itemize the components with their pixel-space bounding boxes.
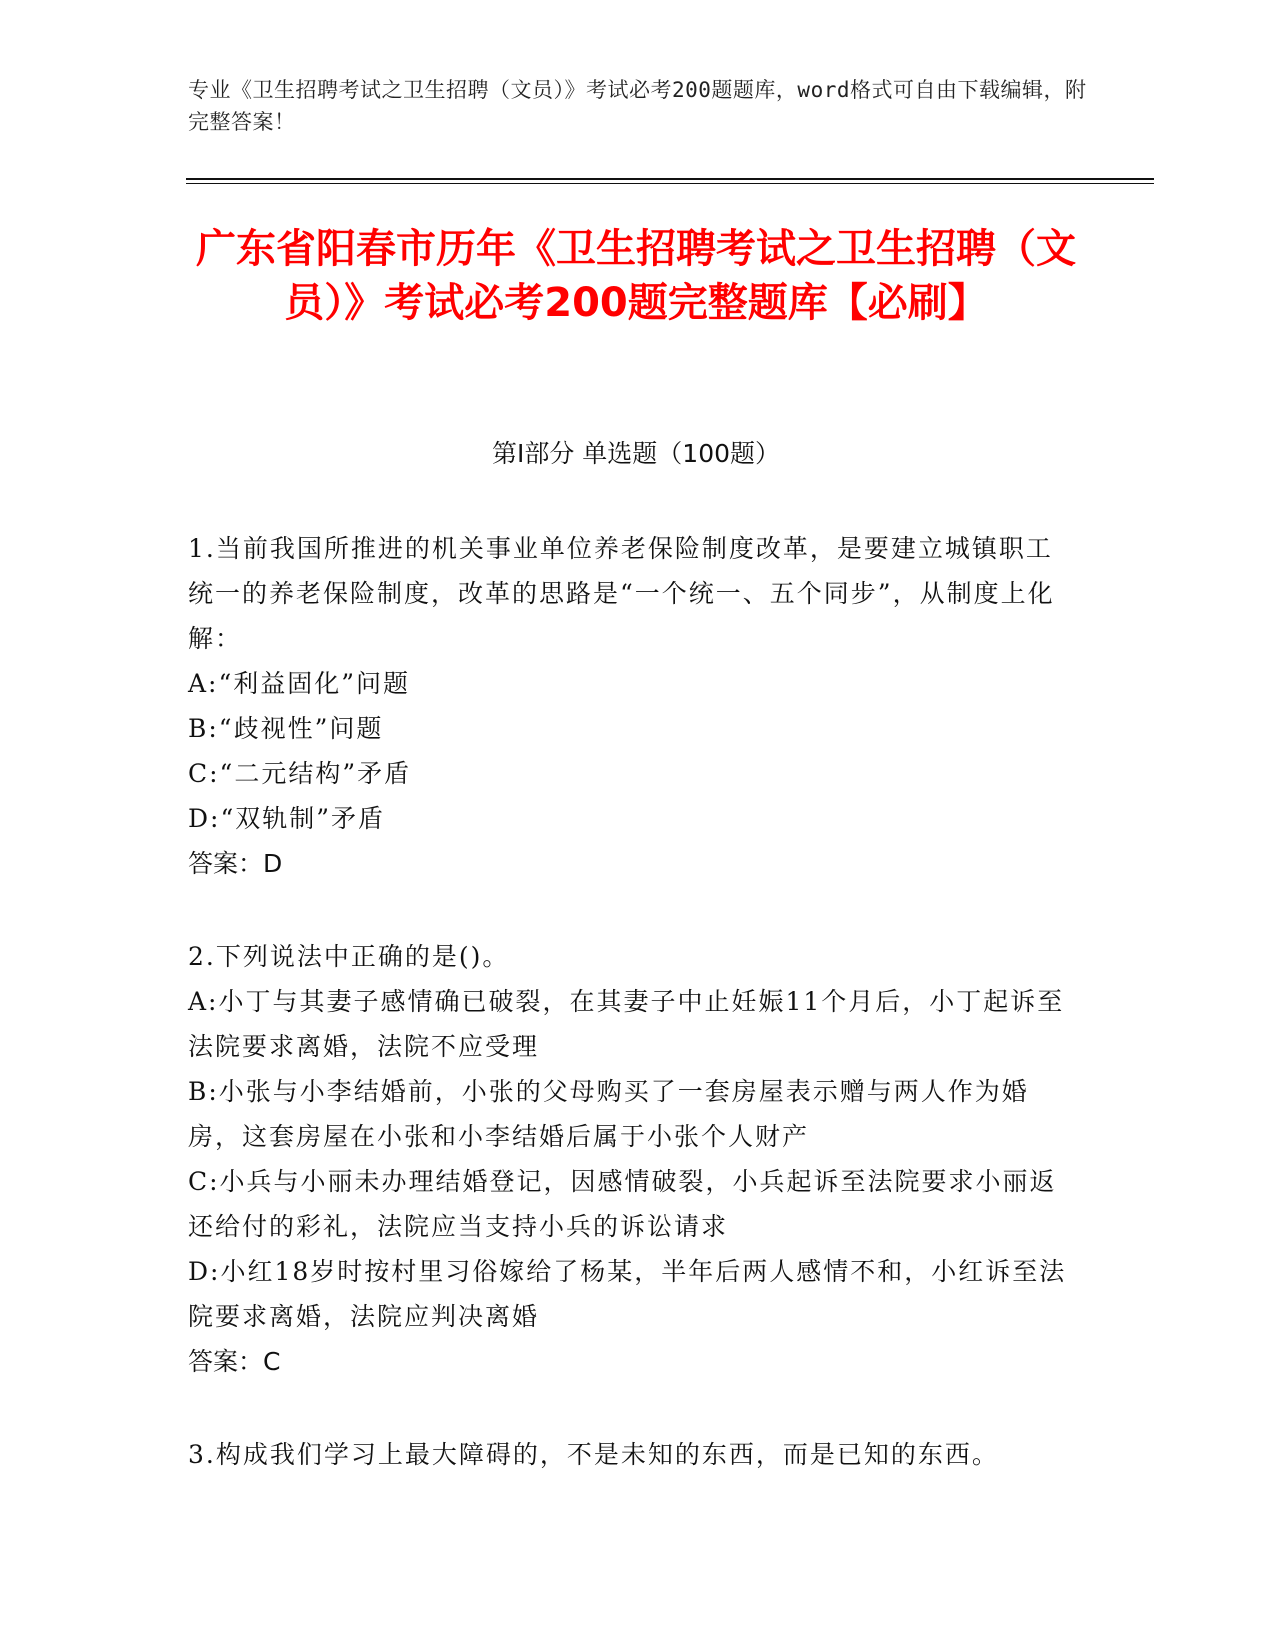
option-b: B:小张与小李结婚前，小张的父母购买了一套房屋表示赠与两人作为婚房，这套房屋在小张和小李结婚后属于小张个人财产 [188, 1077, 1029, 1151]
question-stem: 3.构成我们学习上最大障碍的，不是未知的东西，而是已知的东西。 [188, 1440, 999, 1469]
question-stem: 1.当前我国所推进的机关事业单位养老保险制度改革，是要建立城镇职工统一的养老保险制度，改革的思路是“一个统一、五个同步”，从制度上化解： [188, 534, 1055, 653]
option-d: D:“双轨制”矛盾 [188, 804, 386, 833]
header-note: 专业《卫生招聘考试之卫生招聘（文员）》考试必考200题题库，word格式可自由下载编辑，附完整答案！ [188, 78, 1087, 134]
option-c: C:小兵与小丽未办理结婚登记，因感情破裂，小兵起诉至法院要求小丽返还给付的彩礼，法院应当支持小兵的诉讼请求 [188, 1167, 1057, 1241]
header-divider-thin [186, 183, 1154, 184]
question-2 [188, 934, 1078, 1384]
document-title: 广东省阳春市历年《卫生招聘考试之卫生招聘（文员）》考试必考200题完整题库【必刷】 [196, 226, 1076, 326]
option-a: A:小丁与其妻子感情确已破裂，在其妻子中止妊娠11个月后，小丁起诉至法院要求离婚，法院不应受理 [188, 987, 1065, 1061]
question-stem: 2.下列说法中正确的是()。 [188, 942, 510, 971]
option-a: A:“利益固化”问题 [188, 669, 411, 698]
option-b: B:“歧视性”问题 [188, 714, 384, 743]
option-c: C:“二元结构”矛盾 [188, 759, 412, 788]
section-title: 第I部分 单选题（100题） [491, 439, 781, 468]
option-d: D:小红18岁时按村里习俗嫁给了杨某，半年后两人感情不和，小红诉至法院要求离婚，法院应判决离婚 [188, 1257, 1067, 1331]
answer-label: 答案：D [188, 849, 283, 878]
answer-label: 答案：C [188, 1347, 281, 1376]
question-list [188, 526, 1078, 1525]
question-3 [188, 1432, 1078, 1477]
header-divider-thick [186, 178, 1154, 180]
question-1 [188, 526, 1078, 886]
